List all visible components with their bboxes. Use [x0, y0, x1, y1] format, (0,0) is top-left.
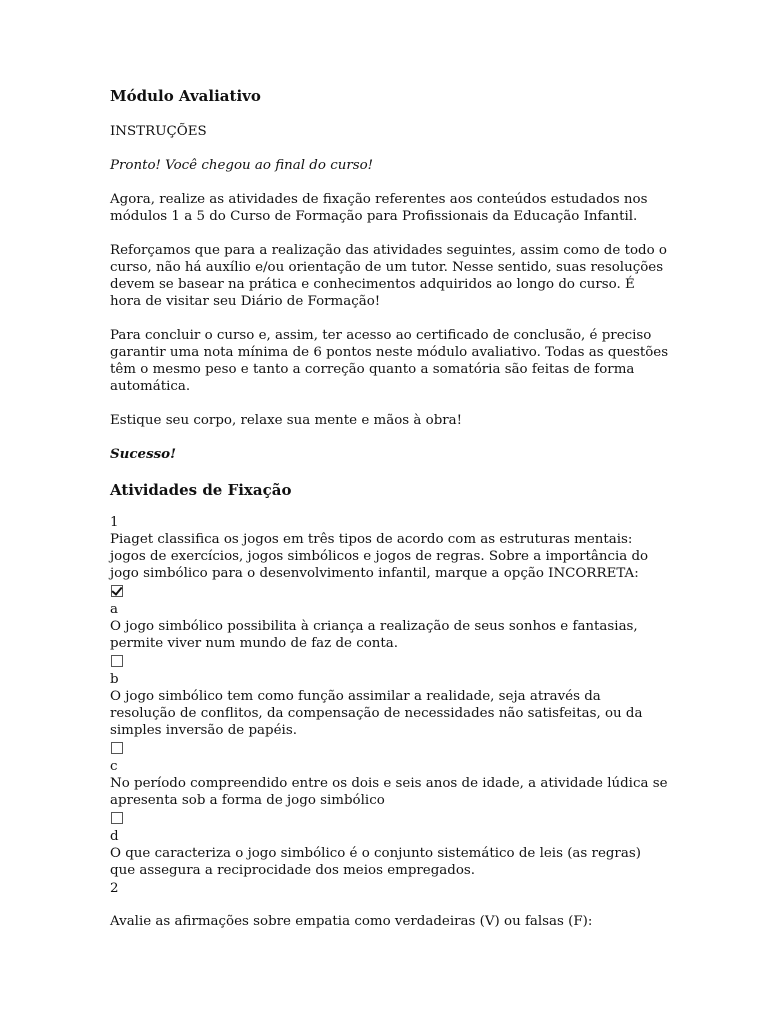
question-number: 2 [110, 881, 119, 896]
option-c-text: No período compreendido entre os dois e seis anos de idade, a atividade lúdica se apresenta sob a forma de jogo simbólico [110, 776, 668, 808]
paragraph-2: Reforçamos que para a realização das atividades seguintes, assim como de todo o curso, não há auxílio e/ou orientação de um tutor. Nesse sentido, suas resoluções devem se basear na prática e conhecimentos adquiridos ao longo do curso. É hora de visitar seu Diário de Formação! [110, 243, 667, 309]
question-text: Piaget classifica os jogos em três tipos de acordo com as estruturas mentais: jogos de exercícios, jogos simbólicos e jogos de regras. Sobre a importância do jogo simbólico para o desenvolvimento infantil, marque a opção INCORRETA: [110, 532, 649, 581]
question-2 [110, 880, 670, 930]
option-d-text: O que caracteriza o jogo simbólico é o conjunto sistemático de leis (as regras) que assegura a reciprocidade dos meios empregados. [110, 846, 641, 878]
document-page [110, 86, 670, 930]
question-number: 1 [110, 515, 119, 530]
activities-heading: Atividades de Fixação [110, 481, 292, 499]
option-b-text: O jogo simbólico tem como função assimilar a realidade, seja através da resolução de conflitos, da compensação de necessidades não satisfeitas, ou da simples inversão de papéis. [110, 689, 643, 738]
instructions-heading: INSTRUÇÕES [110, 124, 207, 139]
paragraph-3: Para concluir o curso e, assim, ter acesso ao certificado de conclusão, é preciso garantir uma nota mínima de 6 pontos neste módulo avaliativo. Todas as questões têm o mesmo peso e tanto a correção quanto a somatória são feitas de forma automática. [110, 328, 669, 394]
paragraph-1: Agora, realize as atividades de fixação referentes aos conteúdos estudados nos módulos 1 a 5 do Curso de Formação para Profissionais da Educação Infantil. [110, 192, 648, 224]
option-b-letter: b [110, 672, 119, 687]
page-title: Módulo Avaliativo [110, 87, 261, 105]
option-a-letter: a [110, 602, 118, 617]
option-a-text: O jogo simbólico possibilita à criança a realização de seus sonhos e fantasias, permite viver num mundo de faz de conta. [110, 619, 638, 651]
paragraph-4: Estique seu corpo, relaxe sua mente e mãos à obra! [110, 413, 463, 428]
option-d-checkbox[interactable] [111, 812, 123, 824]
option-c-letter: c [110, 759, 118, 774]
option-a-checkbox[interactable] [111, 585, 123, 597]
option-c-checkbox[interactable] [111, 742, 123, 754]
question-1 [110, 514, 670, 879]
question-text: Avalie as afirmações sobre empatia como verdadeiras (V) ou falsas (F): [110, 914, 593, 929]
success-message: Sucesso! [110, 446, 176, 462]
intro-message: Pronto! Você chegou ao final do curso! [110, 158, 374, 173]
option-b-checkbox[interactable] [111, 655, 123, 667]
option-d-letter: d [110, 829, 119, 844]
